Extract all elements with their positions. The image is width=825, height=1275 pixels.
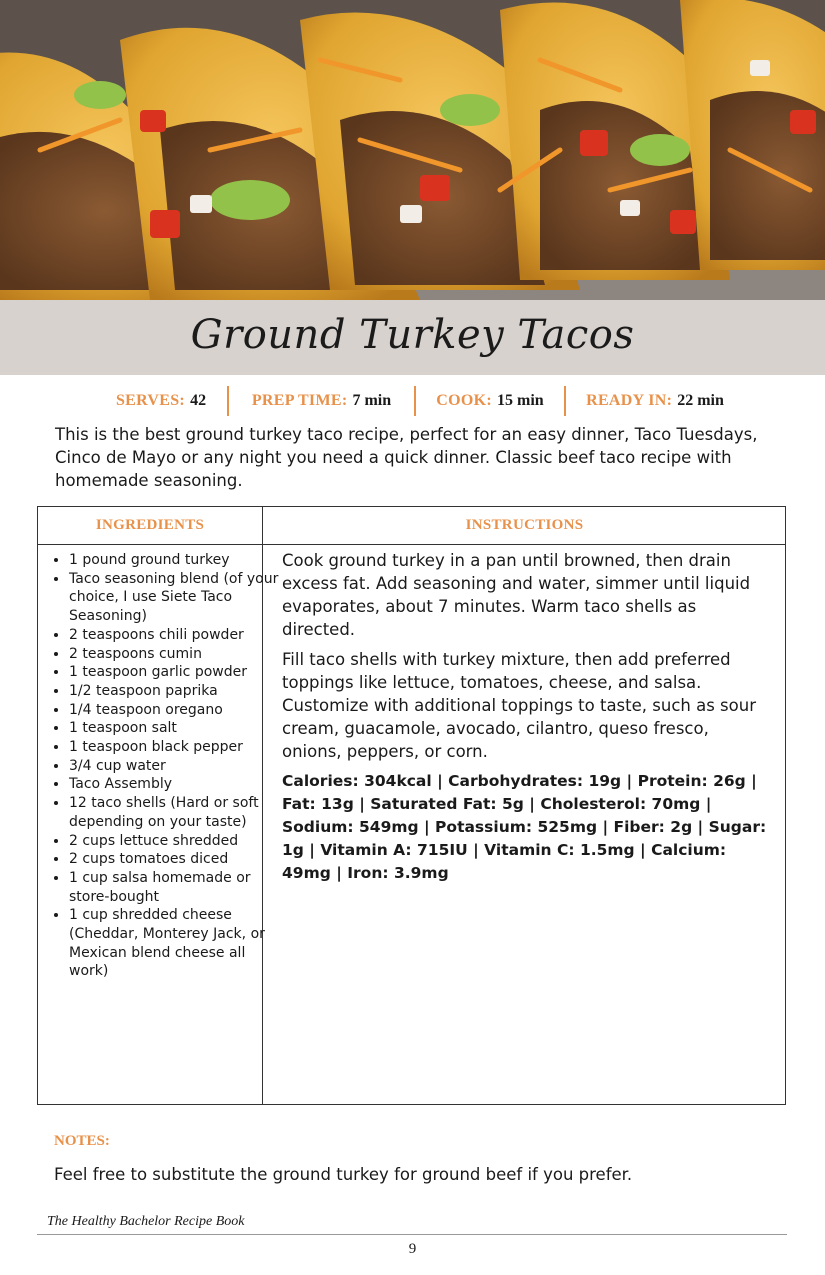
list-item: • 2 teaspoons chili powder — [69, 626, 281, 645]
meta-label: READY IN: — [586, 392, 673, 409]
list-item: • 3/4 cup water — [69, 757, 281, 776]
list-item: • 12 taco shells (Hard or soft depending on your taste) — [69, 794, 281, 831]
meta-ready-in — [564, 386, 744, 416]
meta-label: PREP TIME: — [251, 392, 348, 409]
instructions-header: INSTRUCTIONS — [465, 517, 584, 533]
meta-value: 15 min — [497, 392, 544, 409]
list-item: • Taco Assembly — [69, 775, 281, 794]
notes-text: Feel free to substitute the ground turkey for ground beef if you prefer. — [54, 1165, 633, 1184]
recipe-intro: This is the best ground turkey taco recipe, perfect for an easy dinner, Taco Tuesdays, Cinco de Mayo or any night you need a quick dinner. Classic beef taco recipe with homemade seasoning. — [55, 425, 758, 490]
list-item: • 1 pound ground turkey — [69, 551, 281, 570]
footer-divider — [37, 1234, 787, 1235]
list-item: • 2 teaspoons cumin — [69, 645, 281, 664]
list-item: • 1 teaspoon garlic powder — [69, 663, 281, 682]
instructions-body — [282, 549, 772, 892]
meta-value: 42 — [190, 392, 207, 409]
footer-book-title: The Healthy Bachelor Recipe Book — [47, 1214, 245, 1229]
meta-serves — [95, 386, 227, 416]
nutrition-facts: Calories: 304kcal | Carbohydrates: 19g | Protein: 26g | Fat: 13g | Saturated Fat: 5g | Cholesterol: 70mg | Sodium: 549mg | Potassium: 525mg | Fiber: 2g | Sugar: 1g | Vitamin A: 715IU | Vitamin C: 1.5mg | Calcium: 49mg | Iron: 3.9mg — [282, 772, 767, 882]
list-item: • 1/4 teaspoon oregano — [69, 701, 281, 720]
meta-cook — [414, 386, 564, 416]
meta-prep-time — [227, 386, 414, 416]
list-item: • 1 cup salsa homemade or store-bought — [69, 869, 281, 906]
hero-image — [0, 0, 825, 375]
recipe-meta — [95, 386, 745, 416]
list-item: • 1 cup shredded cheese (Cheddar, Monterey Jack, or Mexican blend cheese all work) — [69, 906, 281, 981]
list-item: • 1 teaspoon black pepper — [69, 738, 281, 757]
list-item: • 2 cups tomatoes diced — [69, 850, 281, 869]
meta-value: 22 min — [677, 392, 724, 409]
page-number: 9 — [408, 1241, 417, 1257]
meta-label: SERVES: — [115, 392, 186, 409]
list-item: • Taco seasoning blend (of your choice, I use Siete Taco Seasoning) — [69, 570, 281, 626]
list-item: • 1 teaspoon salt — [69, 719, 281, 738]
recipe-title: Ground Turkey Tacos — [190, 312, 635, 358]
ingredients-list — [46, 551, 281, 981]
meta-label: COOK: — [436, 392, 493, 409]
notes-label: NOTES: — [54, 1133, 110, 1149]
list-item: • 1/2 teaspoon paprika — [69, 682, 281, 701]
recipe-table — [37, 506, 786, 1105]
meta-value: 7 min — [352, 392, 392, 409]
header-divider — [38, 544, 785, 545]
instruction-step: Fill taco shells with turkey mixture, then add preferred toppings like lettuce, tomatoes, cheese, and salsa. Customize with additional toppings to taste, such as sour cream, guacamole, avocado, cilantro, queso fresco, onions, peppers, or corn. — [282, 650, 756, 761]
list-item: • 2 cups lettuce shredded — [69, 832, 281, 851]
instruction-step: Cook ground turkey in a pan until browned, then drain excess fat. Add seasoning and water, simmer until liquid evaporates, about 7 minutes. Warm taco shells as directed. — [282, 551, 751, 639]
ingredients-header: INGREDIENTS — [95, 517, 205, 533]
